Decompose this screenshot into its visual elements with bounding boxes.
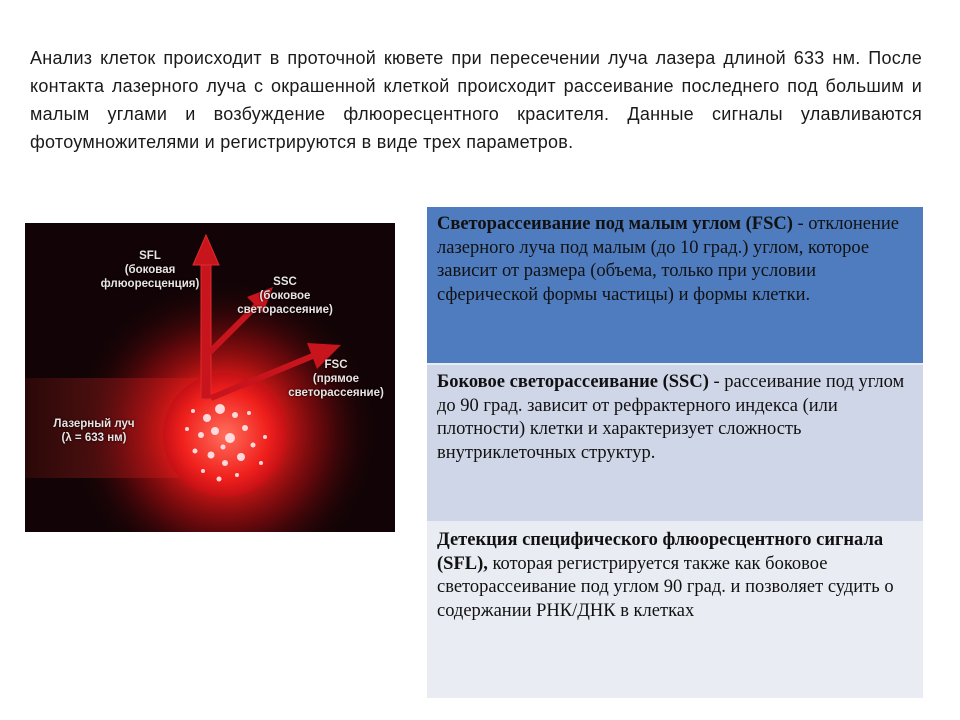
intro-paragraph: Анализ клеток происходит в проточной кювете при пересечении луча лазера длиной 633 нм. После контакта лазерного луча с окрашенной клеткой происходит рассеивание последнего под большим и малым углами и возбуждение флюоресцентного красителя. Данные сигналы улавливаются фотоумножителями и регистрируются в виде трех параметров. xyxy=(30,48,922,152)
laser-label-line2: (λ = 633 нм) xyxy=(61,432,127,444)
ssc-label-abbr: SSC xyxy=(273,276,297,288)
ssc-label-line3: светорассеяние) xyxy=(237,304,333,316)
fsc-title: Светорассеивание под малым углом (FSC) xyxy=(437,214,793,234)
scatter-parameters-table xyxy=(426,207,924,698)
table-row-sfl xyxy=(427,523,923,698)
fsc-label-abbr: FSC xyxy=(324,359,348,371)
table-row-fsc xyxy=(427,207,923,363)
sfl-description: которая регистрируется также как боковое светорассеивание под углом 90 град. и позволяет судить о содержании РНК/ДНК в клетках xyxy=(437,553,894,621)
ssc-label xyxy=(225,275,345,317)
fsc-description: - отклонение лазерного луча под малым (до 10 град.) углом, которое зависит от размера (объема, только при условии сферической формы частицы) и формы клетки. xyxy=(437,214,899,305)
laser-label xyxy=(29,417,159,445)
fsc-label xyxy=(277,358,395,400)
ssc-description: - рассеивание под углом до 90 град. зависит от рефрактерного индекса (или плотности) клетки и характеризует сложность внутриклеточных структур. xyxy=(437,372,905,463)
flow-cytometry-figure xyxy=(25,223,395,532)
sfl-label-line3: флюоресценция) xyxy=(100,278,200,290)
ssc-label-line2: (боковое xyxy=(259,290,311,302)
sfl-label-abbr: SFL xyxy=(139,250,161,262)
laser-label-line1: Лазерный луч xyxy=(53,418,135,430)
ssc-title: Боковое светорассеивание (SSC) xyxy=(437,372,709,392)
table-row-ssc xyxy=(427,365,923,521)
sfl-label-line2: (боковая xyxy=(124,264,176,276)
fsc-label-line2: (прямое xyxy=(312,373,360,385)
fsc-label-line3: светорассеяние) xyxy=(288,387,384,399)
sfl-label xyxy=(85,249,215,291)
sfl-title: Детекция специфического флюоресцентного сигнала (SFL), xyxy=(437,530,884,574)
